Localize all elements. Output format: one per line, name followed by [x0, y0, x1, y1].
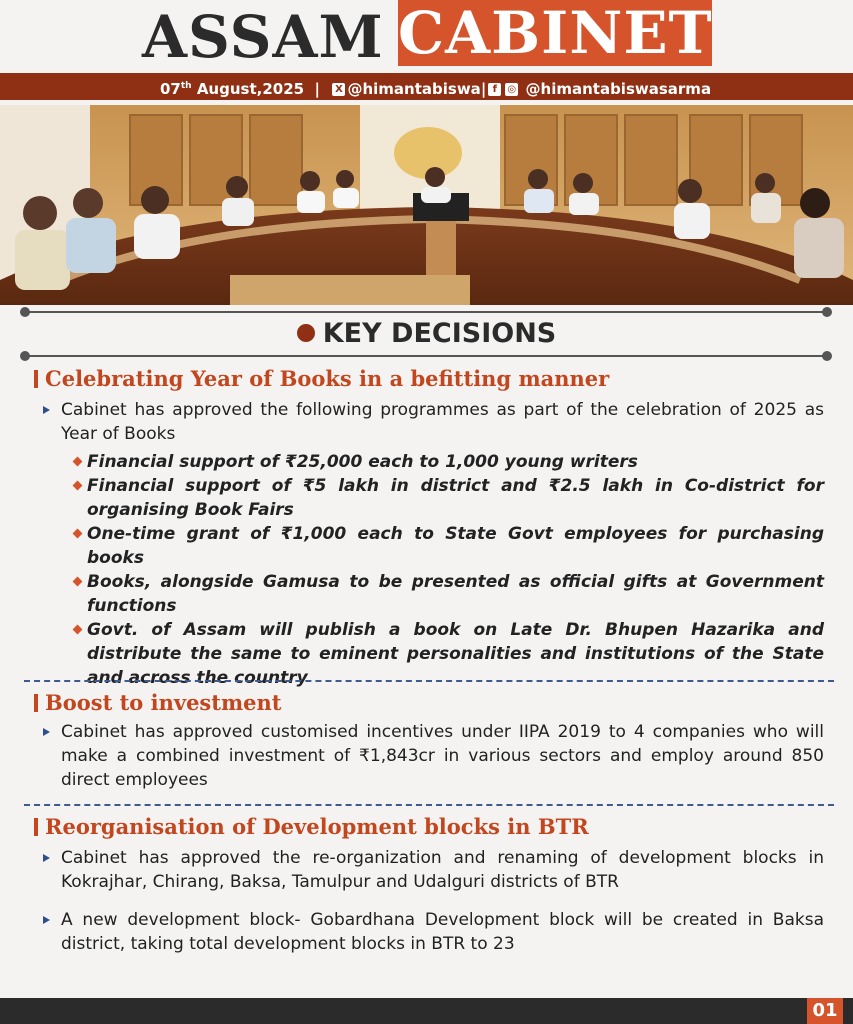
section-heading [34, 690, 824, 716]
sub-item [34, 570, 824, 618]
section-boost-investment [34, 690, 824, 792]
triangle-bullet-icon [43, 916, 50, 924]
diamond-bullet-icon [73, 625, 83, 635]
list-item [34, 908, 824, 956]
list-item [34, 720, 824, 792]
circle-bullet-icon [297, 324, 315, 342]
section-year-of-books [34, 366, 824, 690]
sub-item-text: Financial support of ₹25,000 each to 1,000 young writers [87, 452, 638, 472]
top-separator [26, 311, 826, 313]
instagram-icon: ◎ [505, 83, 518, 96]
diamond-bullet-icon [73, 577, 83, 587]
point-text: Cabinet has approved customised incentives under IIPA 2019 to 4 companies who will make a combined investment of ₹1,843cr in various sectors and employ around 850 direct employees [61, 722, 824, 790]
sub-item-text: Books, alongside Gamusa to be presented as official gifts at Government functions [87, 572, 824, 616]
date-suffix: th [180, 81, 192, 91]
bottom-separator [26, 355, 826, 357]
section-btr-blocks [34, 814, 824, 956]
sub-item-text: Govt. of Assam will publish a book on Late Dr. Bhupen Hazarika and distribute the same to eminent personalities and institutions of the State and across the country [87, 620, 824, 688]
diamond-bullet-icon [73, 457, 83, 467]
key-decisions-title [0, 318, 853, 349]
section-divider [24, 804, 834, 806]
section-heading-text: Celebrating Year of Books in a befitting manner [45, 366, 610, 391]
cabinet-meeting-photo [0, 105, 853, 305]
key-decisions-label: KEY DECISIONS [322, 318, 557, 349]
sub-item [34, 474, 824, 522]
section-heading-text: Reorganisation of Development blocks in BTR [45, 814, 589, 839]
diamond-bullet-icon [73, 529, 83, 539]
x-icon: X [332, 83, 345, 96]
section-divider [24, 680, 834, 682]
sub-item-text: Financial support of ₹5 lakh in district and ₹2.5 lakh in Co-district for organising Book Fairs [87, 476, 824, 520]
point-text: Cabinet has approved the following programmes as part of the celebration of 2025 as Year of Books [61, 400, 824, 444]
list-item [34, 398, 824, 446]
triangle-bullet-icon [43, 854, 50, 862]
divider-2: | [480, 80, 487, 98]
footer-bar [0, 998, 853, 1024]
date-rest: August,2025 [196, 80, 305, 98]
section-heading-text: Boost to investment [45, 690, 282, 715]
x-handle[interactable]: @himantabiswa [347, 80, 481, 98]
triangle-bullet-icon [43, 728, 50, 736]
list-item [34, 846, 824, 894]
masthead [0, 0, 853, 72]
triangle-bullet-icon [43, 406, 50, 414]
title-cabinet: CABINET [398, 0, 713, 67]
diamond-bullet-icon [73, 481, 83, 491]
fb-ig-handle[interactable]: @himantabiswasarma [525, 80, 712, 98]
point-text: A new development block- Gobardhana Development block will be created in Baksa district, taking total development blocks in BTR to 23 [61, 910, 824, 954]
section-heading [34, 814, 824, 840]
section-heading [34, 366, 824, 392]
sub-item [34, 522, 824, 570]
sub-item [34, 450, 824, 474]
meeting-room-illustration [0, 105, 853, 305]
page-number: 01 [807, 998, 843, 1024]
date-band [0, 73, 853, 100]
facebook-icon: f [488, 83, 501, 96]
point-text: Cabinet has approved the re-organization and renaming of development blocks in Kokrajhar, Chirang, Baksa, Tamulpur and Udalguri districts of BTR [61, 848, 824, 892]
title-assam: ASSAM [142, 3, 384, 71]
date-day: 07 [160, 80, 181, 98]
divider: | [314, 80, 321, 98]
sub-item-text: One-time grant of ₹1,000 each to State Govt employees for purchasing books [87, 524, 824, 568]
